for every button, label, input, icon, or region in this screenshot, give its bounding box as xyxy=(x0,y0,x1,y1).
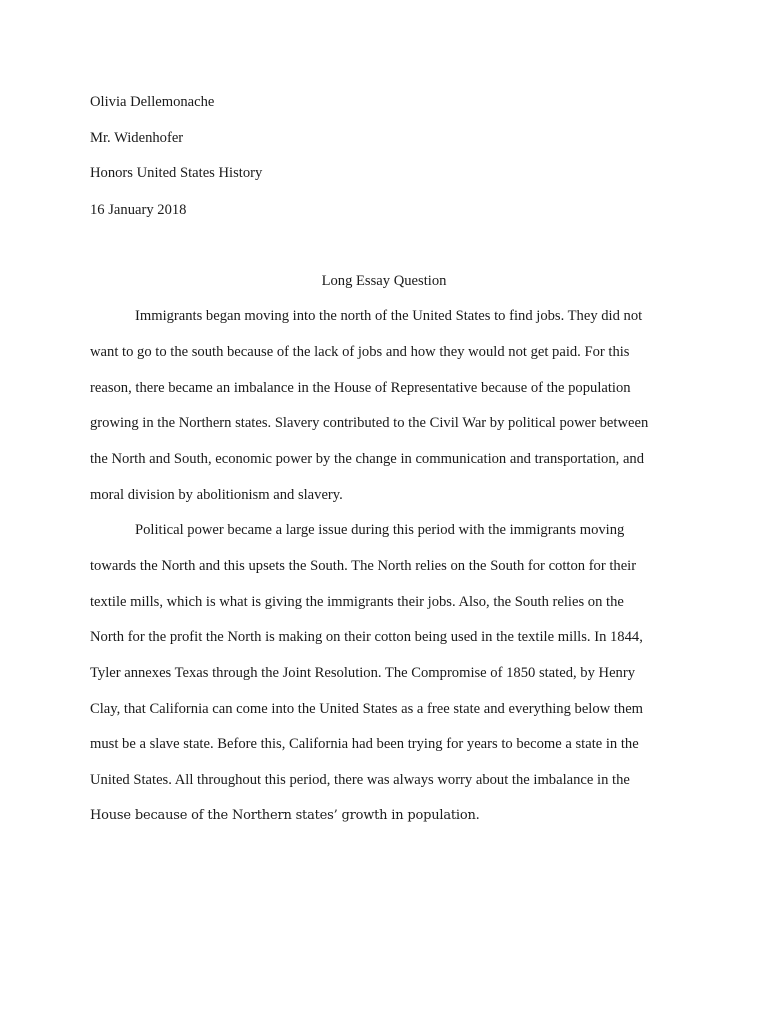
paragraph-line: Tyler annexes Texas through the Joint Resolution. The Compromise of 1850 stated, by Henry xyxy=(90,665,635,681)
paragraph-line: moral division by abolitionism and slavery. xyxy=(90,487,343,503)
paragraph-line: House because of the Northern states’ growth in population. xyxy=(90,808,480,823)
paragraph-line: must be a slave state. Before this, California had been trying for years to become a state in the xyxy=(90,736,639,752)
essay-date: 16 January 2018 xyxy=(90,202,187,218)
essay-title: Long Essay Question xyxy=(321,273,447,289)
paragraph-line: textile mills, which is what is giving the immigrants their jobs. Also, the South relies on the xyxy=(90,594,624,610)
paragraph-line: growing in the Northern states. Slavery contributed to the Civil War by political power between xyxy=(90,415,649,431)
paragraph-line: Political power became a large issue during this period with the immigrants moving xyxy=(135,522,625,538)
paragraph-line: reason, there became an imbalance in the House of Representative because of the population xyxy=(90,380,631,396)
paragraph-line: want to go to the south because of the lack of jobs and how they would not get paid. For this xyxy=(90,344,630,360)
student-name: Olivia Dellemonache xyxy=(90,94,215,110)
paragraph-line: United States. All throughout this period, there was always worry about the imbalance in the xyxy=(90,772,630,788)
paragraph-line: towards the North and this upsets the South. The North relies on the South for cotton for their xyxy=(90,558,637,574)
paragraph-line: the North and South, economic power by the change in communication and transportation, and xyxy=(90,451,645,467)
course-name: Honors United States History xyxy=(90,165,263,181)
teacher-name: Mr. Widenhofer xyxy=(90,130,184,146)
paragraph-line: Immigrants began moving into the north of the United States to find jobs. They did not xyxy=(135,308,643,324)
paragraph-line: Clay, that California can come into the United States as a free state and everything below them xyxy=(90,701,644,717)
paragraph-line: North for the profit the North is making on their cotton being used in the textile mills. In 1844, xyxy=(90,629,643,645)
